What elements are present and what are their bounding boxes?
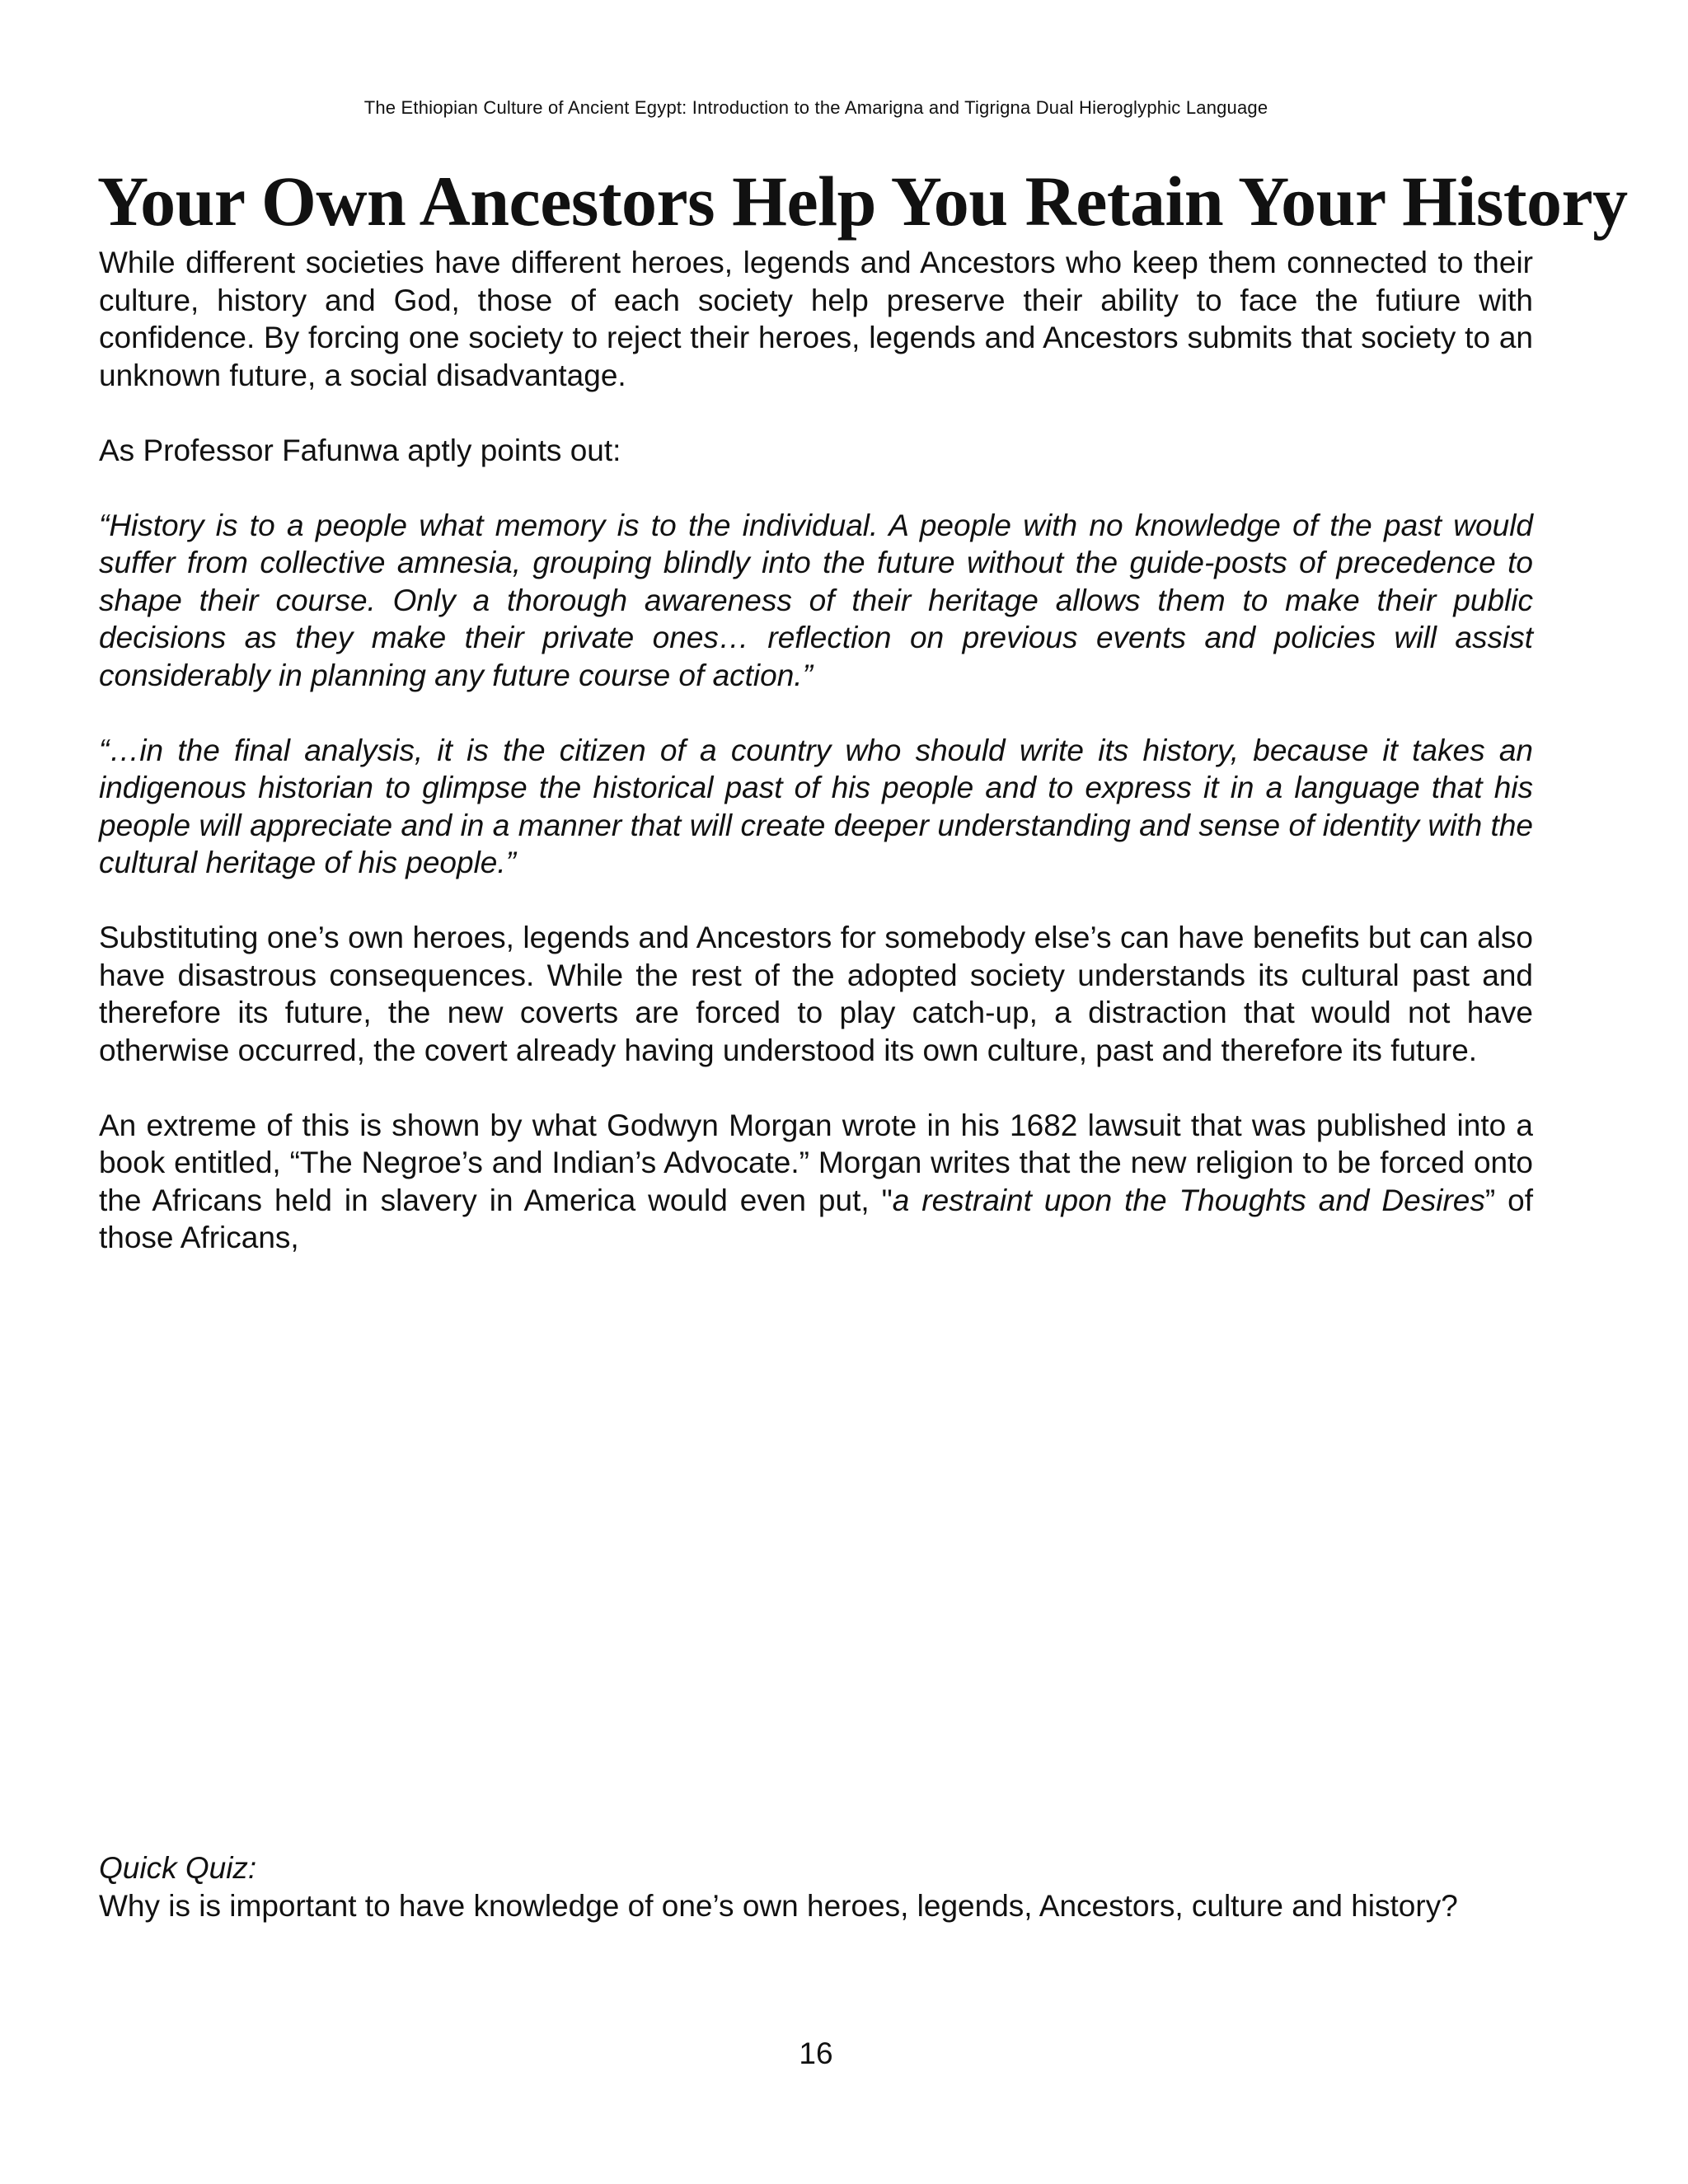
block-quote: “History is to a people what memory is to the individual. A people with no knowledge of the past would suffer from collective amnesia, grouping blindly into the future without the guide-posts of precedence to shape their course. Only a thorough awareness of their heritage allows them to make their public decisions as they make their private ones… reflection on previous events and policies will assist considerably in planning any future course of action.” — [99, 508, 1533, 692]
body-paragraph: While different societies have different heroes, legends and Ancestors who keep them connected to their culture, history and God, those of each society help preserve their ability to face the futiure with confidence. By forcing one society to reject their heroes, legends and Ancestors submits that society to an unknown future, a social disadvantage. — [99, 246, 1533, 392]
quick-quiz — [99, 1849, 1533, 1925]
block-quote: “…in the final analysis, it is the citizen of a country who should write its history, because it takes an indigenous historian to glimpse the historical past of his people and to express it in a language that his people will appreciate and in a manner that will create deeper understanding and sense of identity with the cultural heritage of his people.” — [99, 733, 1533, 879]
quiz-heading: Quick Quiz: — [99, 1851, 257, 1885]
running-header: The Ethiopian Culture of Ancient Egypt: Introduction to the Amarigna and Tigrigna Dual Hieroglyphic Language — [363, 97, 1268, 118]
body-paragraph — [99, 1107, 1533, 1257]
paragraph-text: ” of those Africans, — [99, 1183, 1533, 1254]
inline-quote: a restraint upon the Thoughts and Desires — [892, 1183, 1485, 1217]
body-paragraph: As Professor Fafunwa aptly points out: — [99, 433, 621, 467]
quiz-question: Why is is important to have knowledge of one’s own heroes, legends, Ancestors, culture and history? — [99, 1889, 1458, 1923]
paragraph-text: An extreme of this is shown by what Godwyn Morgan wrote in his 1682 lawsuit that was published into a book entitled, “The Negroe’s and Indian’s Advocate.” Morgan writes that the new religion to be forced onto the Africans held in slavery in America would even put, " — [99, 1108, 1533, 1217]
article-body — [99, 244, 1533, 1294]
page-number: 16 — [799, 2036, 833, 2070]
body-paragraph: Substituting one’s own heroes, legends and Ancestors for somebody else’s can have benefits but can also have disastrous consequences. While the rest of the adopted society understands its cultural past and therefore its future, the new coverts are forced to play catch-up, a distraction that would not have otherwise occurred, the covert already having understood its own culture, past and therefore its future. — [99, 921, 1533, 1067]
page-title: Your Own Ancestors Help You Retain Your History — [97, 162, 1628, 241]
